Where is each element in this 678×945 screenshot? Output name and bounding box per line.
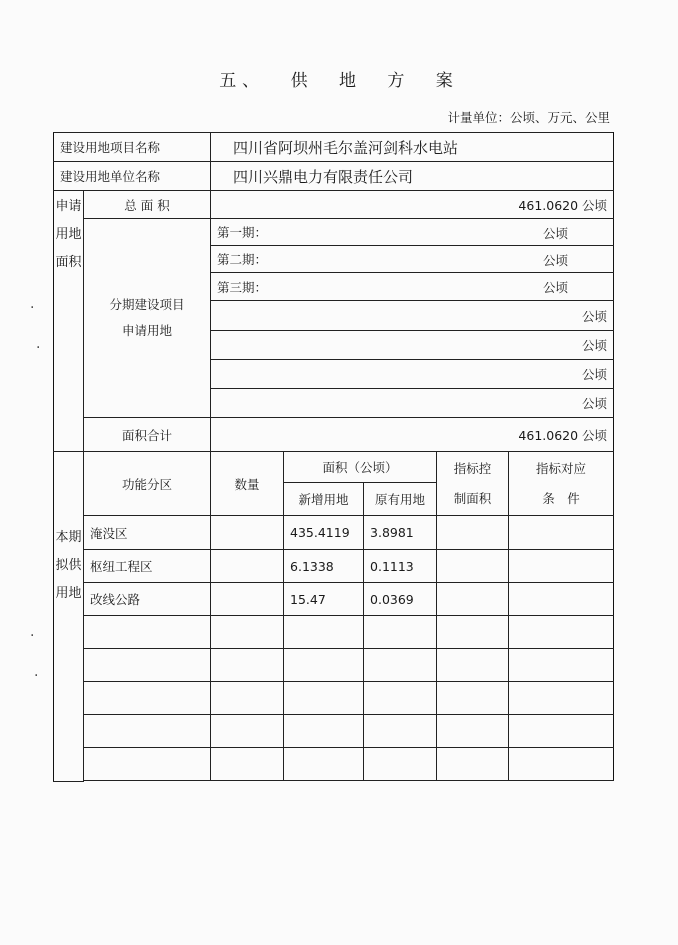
supply-row bbox=[54, 516, 614, 550]
zone-cell: 改线公路 bbox=[84, 583, 211, 616]
supply-row bbox=[54, 616, 614, 649]
hectare-unit: 公顷 bbox=[211, 360, 614, 389]
zone-cell: 枢纽工程区 bbox=[84, 550, 211, 583]
condition-cell bbox=[509, 516, 614, 550]
total-area-row bbox=[54, 191, 614, 219]
header-area-group: 面积（公顷） bbox=[284, 452, 437, 483]
condition-cell bbox=[509, 748, 614, 781]
zone-cell: 淹没区 bbox=[84, 516, 211, 550]
qty-cell bbox=[211, 715, 284, 748]
ctrl-area-cell bbox=[437, 649, 509, 682]
scan-mark: · bbox=[30, 628, 35, 644]
condition-cell bbox=[509, 649, 614, 682]
total-area-value: 461.0620 公顷 bbox=[211, 191, 614, 219]
header-func-zone: 功能分区 bbox=[84, 452, 211, 516]
hectare-unit: 公顷 bbox=[211, 301, 614, 331]
header-old-land: 原有用地 bbox=[364, 483, 437, 516]
qty-cell bbox=[211, 550, 284, 583]
phase-3-label: 第三期： bbox=[217, 279, 268, 295]
hectare-unit: 公顷 bbox=[543, 253, 569, 268]
zone-cell bbox=[84, 682, 211, 715]
ctrl-area-cell bbox=[437, 748, 509, 781]
table-bottom-border bbox=[54, 781, 614, 782]
unit-name-row bbox=[54, 162, 614, 191]
ctrl-area-cell bbox=[437, 682, 509, 715]
old-land-cell: 3.8981 bbox=[364, 516, 437, 550]
condition-cell bbox=[509, 682, 614, 715]
hectare-unit: 公顷 bbox=[211, 331, 614, 360]
condition-cell bbox=[509, 550, 614, 583]
zone-cell bbox=[84, 715, 211, 748]
phase-label-line-2: 申请用地 bbox=[122, 323, 173, 338]
condition-cell bbox=[509, 616, 614, 649]
phase-2-cell bbox=[211, 246, 614, 273]
header-ctrl-area bbox=[437, 452, 509, 516]
area-sum-value: 461.0620 公顷 bbox=[211, 418, 614, 452]
bottom-border-line bbox=[84, 781, 614, 782]
qty-cell bbox=[211, 583, 284, 616]
new-land-cell: 15.47 bbox=[284, 583, 364, 616]
supply-side-label: 本期拟供用地 bbox=[54, 452, 84, 782]
header-ctrl-area-line-2: 制面积 bbox=[453, 490, 492, 506]
unit-name-label: 建设用地单位名称 bbox=[54, 162, 211, 191]
supply-row bbox=[54, 649, 614, 682]
scan-mark: · bbox=[30, 300, 35, 316]
supply-row bbox=[54, 682, 614, 715]
supply-row bbox=[54, 550, 614, 583]
ctrl-area-cell bbox=[437, 583, 509, 616]
zone-cell bbox=[84, 616, 211, 649]
area-sum-row bbox=[54, 418, 614, 452]
header-quantity: 数量 bbox=[211, 452, 284, 516]
scan-mark: · bbox=[34, 668, 39, 684]
new-land-cell: 6.1338 bbox=[284, 550, 364, 583]
header-condition-line-1: 指标对应 bbox=[536, 460, 587, 476]
phase-label bbox=[84, 219, 211, 418]
apply-area-side-label: 申请用地面积 bbox=[54, 191, 84, 452]
phase-2-label: 第二期： bbox=[217, 252, 268, 267]
supply-row bbox=[54, 715, 614, 748]
old-land-cell bbox=[364, 715, 437, 748]
new-land-cell bbox=[284, 715, 364, 748]
new-land-cell bbox=[284, 682, 364, 715]
new-land-cell: 435.4119 bbox=[284, 516, 364, 550]
old-land-cell: 0.1113 bbox=[364, 550, 437, 583]
header-ctrl-area-line-1: 指标控 bbox=[453, 460, 492, 476]
header-condition-line-2: 条 件 bbox=[542, 490, 580, 506]
header-new-land: 新增用地 bbox=[284, 483, 364, 516]
qty-cell bbox=[211, 616, 284, 649]
zone-cell bbox=[84, 748, 211, 781]
supply-row bbox=[54, 583, 614, 616]
land-supply-table bbox=[53, 132, 614, 782]
unit-name-value: 四川兴鼎电力有限责任公司 bbox=[211, 162, 614, 191]
condition-cell bbox=[509, 715, 614, 748]
phase-1-cell bbox=[211, 219, 614, 246]
scan-mark: · bbox=[36, 340, 41, 356]
supply-row bbox=[54, 748, 614, 781]
total-area-label: 总 面 积 bbox=[84, 191, 211, 219]
hectare-unit: 公顷 bbox=[543, 280, 569, 295]
qty-cell bbox=[211, 682, 284, 715]
page-title: 五、 供 地 方 案 bbox=[219, 71, 459, 91]
header-condition bbox=[509, 452, 614, 516]
old-land-cell bbox=[364, 616, 437, 649]
measurement-unit: 计量单位：公顷、万元、公里 bbox=[447, 110, 610, 125]
hectare-unit: 公顷 bbox=[211, 389, 614, 418]
phase-3-cell bbox=[211, 273, 614, 301]
project-name-label: 建设用地项目名称 bbox=[54, 133, 211, 162]
ctrl-area-cell bbox=[437, 516, 509, 550]
old-land-cell: 0.0369 bbox=[364, 583, 437, 616]
ctrl-area-cell bbox=[437, 550, 509, 583]
old-land-cell bbox=[364, 682, 437, 715]
qty-cell bbox=[211, 516, 284, 550]
supply-header-row bbox=[54, 452, 614, 483]
project-name-value: 四川省阿坝州毛尔盖河剑科水电站 bbox=[211, 133, 614, 162]
qty-cell bbox=[211, 649, 284, 682]
condition-cell bbox=[509, 583, 614, 616]
new-land-cell bbox=[284, 649, 364, 682]
phase-1-label: 第一期： bbox=[217, 225, 268, 240]
phase-row bbox=[54, 219, 614, 246]
qty-cell bbox=[211, 748, 284, 781]
ctrl-area-cell bbox=[437, 616, 509, 649]
hectare-unit: 公顷 bbox=[543, 226, 569, 241]
area-sum-label: 面积合计 bbox=[84, 418, 211, 452]
old-land-cell bbox=[364, 748, 437, 781]
project-name-row bbox=[54, 133, 614, 162]
new-land-cell bbox=[284, 616, 364, 649]
old-land-cell bbox=[364, 649, 437, 682]
zone-cell bbox=[84, 649, 211, 682]
new-land-cell bbox=[284, 748, 364, 781]
ctrl-area-cell bbox=[437, 715, 509, 748]
phase-label-line-1: 分期建设项目 bbox=[109, 297, 185, 312]
